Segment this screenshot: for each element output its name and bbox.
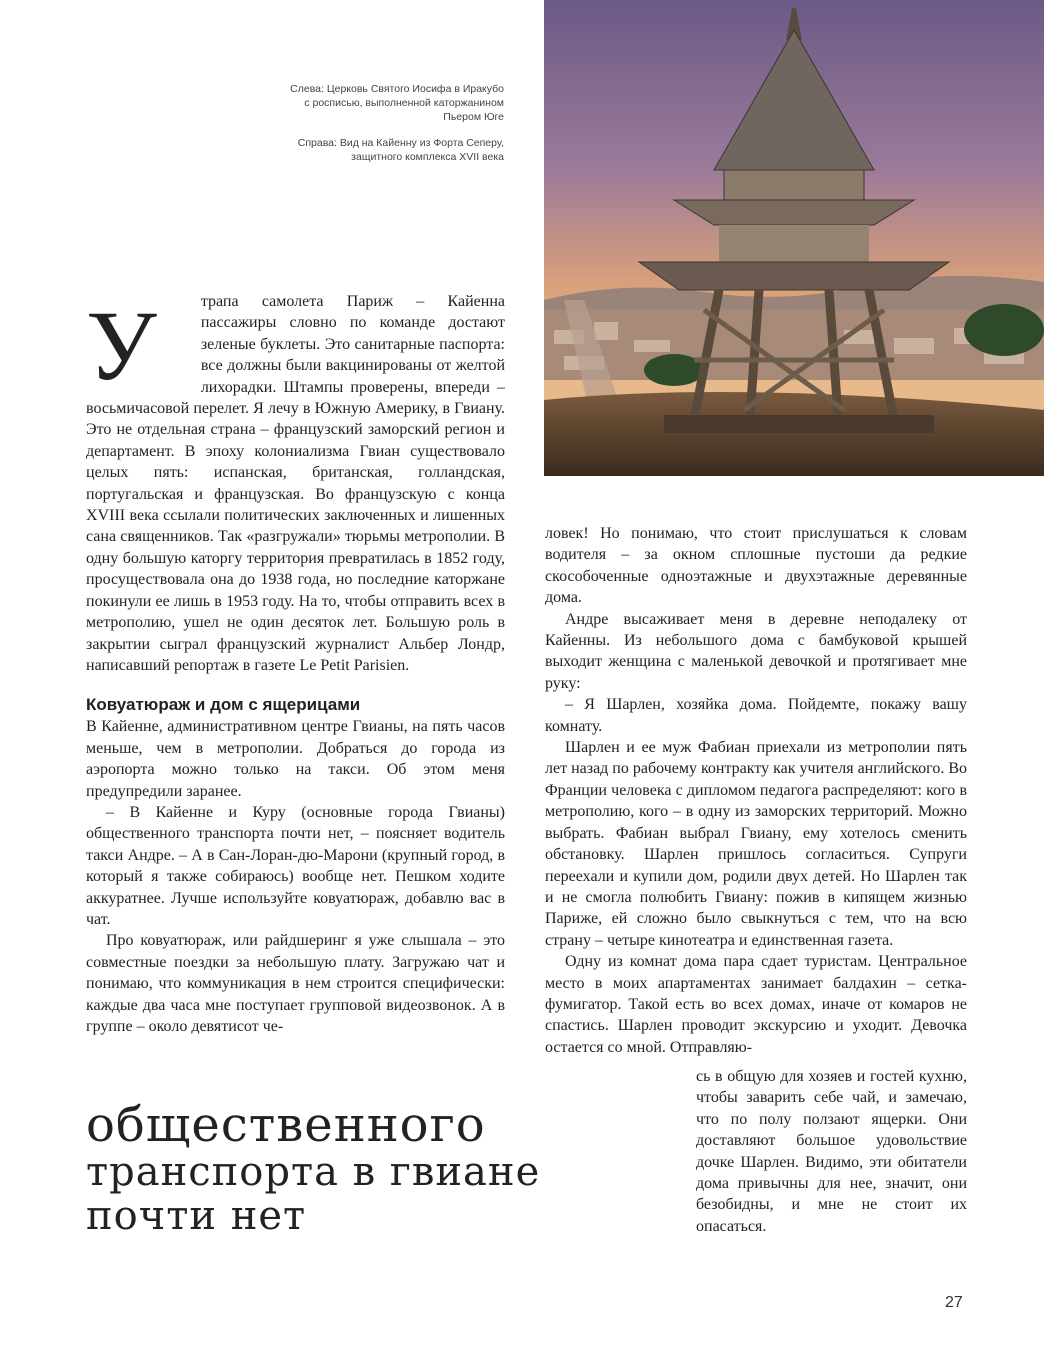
tower-illustration — [544, 0, 1044, 476]
article-left-column — [86, 291, 505, 1037]
pull-quote-line: общественного — [86, 1097, 486, 1153]
caption-line: с росписью, выполненной каторжанином — [304, 97, 504, 109]
page-number: 27 — [945, 1294, 963, 1311]
caption-line: Слева: Церковь Святого Иосифа в Иракубо — [290, 83, 504, 95]
body-paragraph: Андре высаживает меня в деревне неподалеку от Кайенны. Из небольшого дома с бамбуковой крышей выходит женщина с маленькой девочкой и протягивает мне руку: — [545, 610, 967, 692]
body-paragraph: Одну из комнат дома пара сдает туристам. Центральное место в моих апартаментах занимает балдахин – сетка-фумигатор. Такой есть во всех домах, иначе от комаров не спастись. Шарлен проводит экскурсию и уходит. Девочка остается со мной. Отправляю- — [545, 953, 967, 1056]
pull-quote-line: транспорта в гвиане — [86, 1149, 541, 1195]
body-paragraph: В Кайенне, административном центре Гвианы, на пять часов меньше, чем в метрополии. Добраться до города из аэропорта можно только на такси. Об этом меня предупредили заранее. — [86, 718, 505, 800]
article-right-tail — [696, 1066, 967, 1237]
drop-cap: У — [86, 290, 157, 401]
intro-paragraph — [86, 291, 505, 676]
pull-quote — [86, 1097, 646, 1239]
caption-line: защитного комплекса XVII века — [351, 151, 504, 163]
body-paragraph: Про ковуатюраж, или райдшеринг я уже слышала – это совместные поездки за небольшую плату. Загружаю чат и понимаю, что коммуникация в нем строится специфически: каждые два часа мне поступает групповой видеозвонок. А в группе – около девятисот че- — [86, 932, 505, 1035]
caption-line: Пьером Юге — [443, 111, 504, 123]
body-paragraph: ловек! Но понимаю, что стоит прислушаться к словам водителя – за окном сплошные пустоши да редкие скособоченные одноэтажные и двухэтажные деревянные дома. — [545, 525, 967, 607]
intro-text: трапа самолета Париж – Кайенна пассажиры словно по команде достают зеленые буклеты. Это санитарные паспорта: все должны были вакцинированы от желтой лихорадки. Штампы проверены, впереди – восьмичасовой перелет. Я лечу в Южную Америку, в Гвиану. Это не отдельная страна – французский заморский регион и департамент. В эпоху колониализма Гвиан существовало целых пять: испанская, британская, голландская, португальская и французская. Во французскую с конца XVIII века ссылали политических заключенных и лишенных сана священников. Так «разгружали» тюрьмы метрополии. В одну большую каторгу территория превратилась в 1852 году, просуществовала она до 1938 года, но последние каторжане покинули ее лишь в 1953 году. На то, чтобы отправить всех в метрополию, ушел не один десяток лет. Большую роль в закрытии сыграл французский журналист Альбер Лондр, написавший репортаж в газете Le Petit Parisien. — [86, 293, 505, 674]
photo-caption-left — [204, 82, 504, 124]
fort-tower-photo — [544, 0, 1044, 476]
caption-line: Справа: Вид на Кайенну из Форта Сеперу, — [297, 137, 504, 149]
body-paragraph: – Я Шарлен, хозяйка дома. Пойдемте, покажу вашу комнату. — [545, 696, 967, 735]
body-paragraph: сь в общую для хозяев и гостей кухню, чтобы заварить себе чай, и замечаю, что по полу ползают ящерки. Они доставляют большое удовольствие дочке Шарлен. Видимо, эти обитатели дома привычны для нее, значит, они безобидны, и мне не стоит их опасаться. — [696, 1068, 967, 1235]
pull-quote-line: почти нет — [86, 1193, 307, 1239]
photo-caption-right — [204, 136, 504, 164]
subheading: Ковуатюраж и дом с ящерицами — [86, 695, 361, 715]
body-paragraph: Шарлен и ее муж Фабиан приехали из метрополии пять лет назад по рабочему контракту как учителя английского. Во Франции человека с дипломом педагога распределяют: кого в метрополию, кого – в одну из заморских территорий. Можно выбрать. Фабиан выбрал Гвиану, ему хотелось сменить обстановку. Шарлен пришлось согласиться. Супруги переехали и купили дом, родили двух детей. Но Шарлен так и не смогла полюбить Гвиану: пожив в кипящем жизнью Париже, ей сложно было свыкнуться с тем, что на всю страну – четыре кинотеатра и единственная газета. — [545, 739, 967, 949]
body-paragraph: – В Кайенне и Куру (основные города Гвианы) общественного транспорта почти нет, – поясняет водитель такси Андре. – А в Сан-Лоран-дю-Марони (крупный город, в который я также собираюсь) вообще нет. Пешком ходите аккуратнее. Лучше используйте ковуатюраж, добавлю вас в чат. — [86, 803, 505, 928]
article-right-column — [545, 523, 967, 1058]
